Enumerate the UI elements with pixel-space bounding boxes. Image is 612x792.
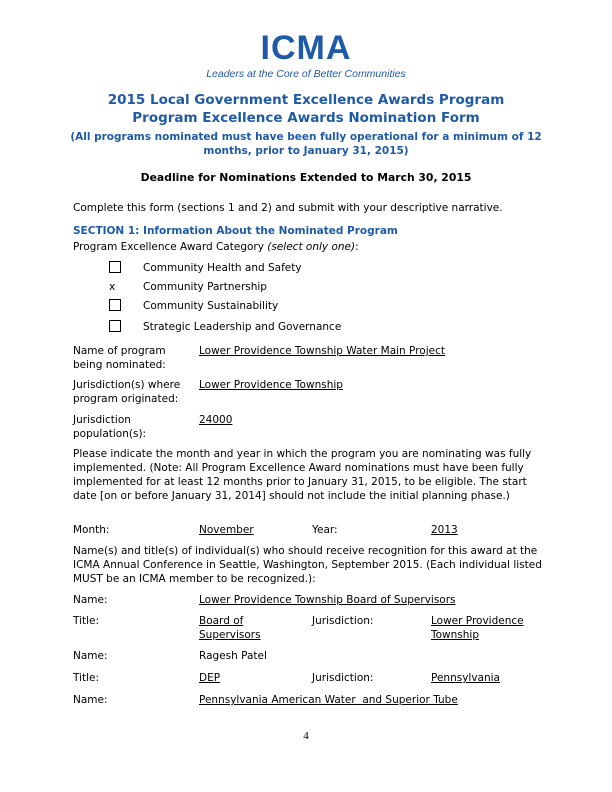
name-label: Name: <box>73 650 108 662</box>
category-option-label: Community Sustainability <box>143 300 279 312</box>
category-option-label: Strategic Leadership and Governance <box>143 321 342 333</box>
name-label: Name: <box>73 594 108 606</box>
deadline-notice: Deadline for Nominations Extended to March 30, 2015 <box>140 171 472 184</box>
name-label: Name: <box>73 694 108 706</box>
title-label: Title: <box>73 615 100 627</box>
individual-title[interactable]: DEP <box>199 672 221 684</box>
program-name-value[interactable]: Lower Providence Township Water Main Project <box>199 345 445 357</box>
category-option-label: Community Health and Safety <box>143 262 302 274</box>
jurisdiction-field-label: Jurisdiction: <box>312 672 374 684</box>
category-checkbox[interactable] <box>109 261 121 273</box>
category-selected-mark[interactable]: x <box>109 281 116 293</box>
jurisdiction-value[interactable]: Lower Providence Township <box>199 379 343 391</box>
jurisdiction-label-cont: program originated: <box>73 393 179 405</box>
category-label: Program Excellence Award Category <box>73 241 264 253</box>
category-option-label: Community Partnership <box>143 281 267 293</box>
category-colon: : <box>355 241 359 253</box>
category-prompt <box>73 240 359 254</box>
individual-name[interactable]: Pennsylvania American Water and Superior Tube <box>199 694 458 706</box>
year-value[interactable]: 2013 <box>431 524 458 536</box>
category-checkbox[interactable] <box>109 299 121 311</box>
category-hint: (select only one) <box>267 241 356 253</box>
form-title: Program Excellence Awards Nomination Form <box>132 110 480 126</box>
population-label-cont: population(s): <box>73 428 147 440</box>
individual-jurisdiction[interactable]: Lower Providence <box>431 615 524 627</box>
individual-name[interactable]: Ragesh Patel <box>199 650 267 662</box>
population-value[interactable]: 24000 <box>199 414 233 426</box>
program-name-label: Name of program <box>73 345 166 357</box>
month-label: Month: <box>73 524 110 536</box>
jurisdiction-field-label: Jurisdiction: <box>312 615 374 627</box>
program-name-label-cont: being nominated: <box>73 359 166 371</box>
page-number: 4 <box>303 730 309 742</box>
population-label: Jurisdiction <box>73 414 131 426</box>
jurisdiction-label: Jurisdiction(s) where <box>73 379 181 391</box>
eligibility-note: (All programs nominated must have been fully operational for a minimum of 12 months, prior to January 31, 2015) <box>70 131 542 157</box>
recognition-note: Name(s) and title(s) of individual(s) who should receive recognition for this award at the ICMA Annual Conference in Seattle, Washington, September 2015. (Each individual listed MUST be an ICMA member to be recognized.): <box>73 545 542 585</box>
individual-title-cont[interactable]: Supervisors <box>199 629 261 641</box>
individual-jurisdiction[interactable]: Pennsylvania <box>431 672 500 684</box>
year-label: Year: <box>312 524 338 536</box>
logo-tagline: Leaders at the Core of Better Communities <box>206 68 406 80</box>
implementation-note: Please indicate the month and year in which the program you are nominating was fully implemented. (Note: All Program Excellence Award nominations must have been fully implemented for at least 12 months prior to January 31, 2015, to be eligible. The start date [on or before January 31, 2014] should not include the initial planning phase.) <box>73 448 532 502</box>
category-checkbox[interactable] <box>109 320 121 332</box>
section-heading: SECTION 1: Information About the Nominated Program <box>73 225 398 237</box>
month-value[interactable]: November <box>199 524 254 536</box>
title-label: Title: <box>73 672 100 684</box>
icma-logo: ICMA <box>260 29 352 67</box>
individual-jurisdiction-cont[interactable]: Township <box>431 629 480 641</box>
individual-title[interactable]: Board of <box>199 615 244 627</box>
individual-name[interactable]: Lower Providence Township Board of Supervisors <box>199 594 456 606</box>
page-title: 2015 Local Government Excellence Awards Program <box>107 92 505 108</box>
intro-text: Complete this form (sections 1 and 2) and submit with your descriptive narrative. <box>73 202 503 214</box>
